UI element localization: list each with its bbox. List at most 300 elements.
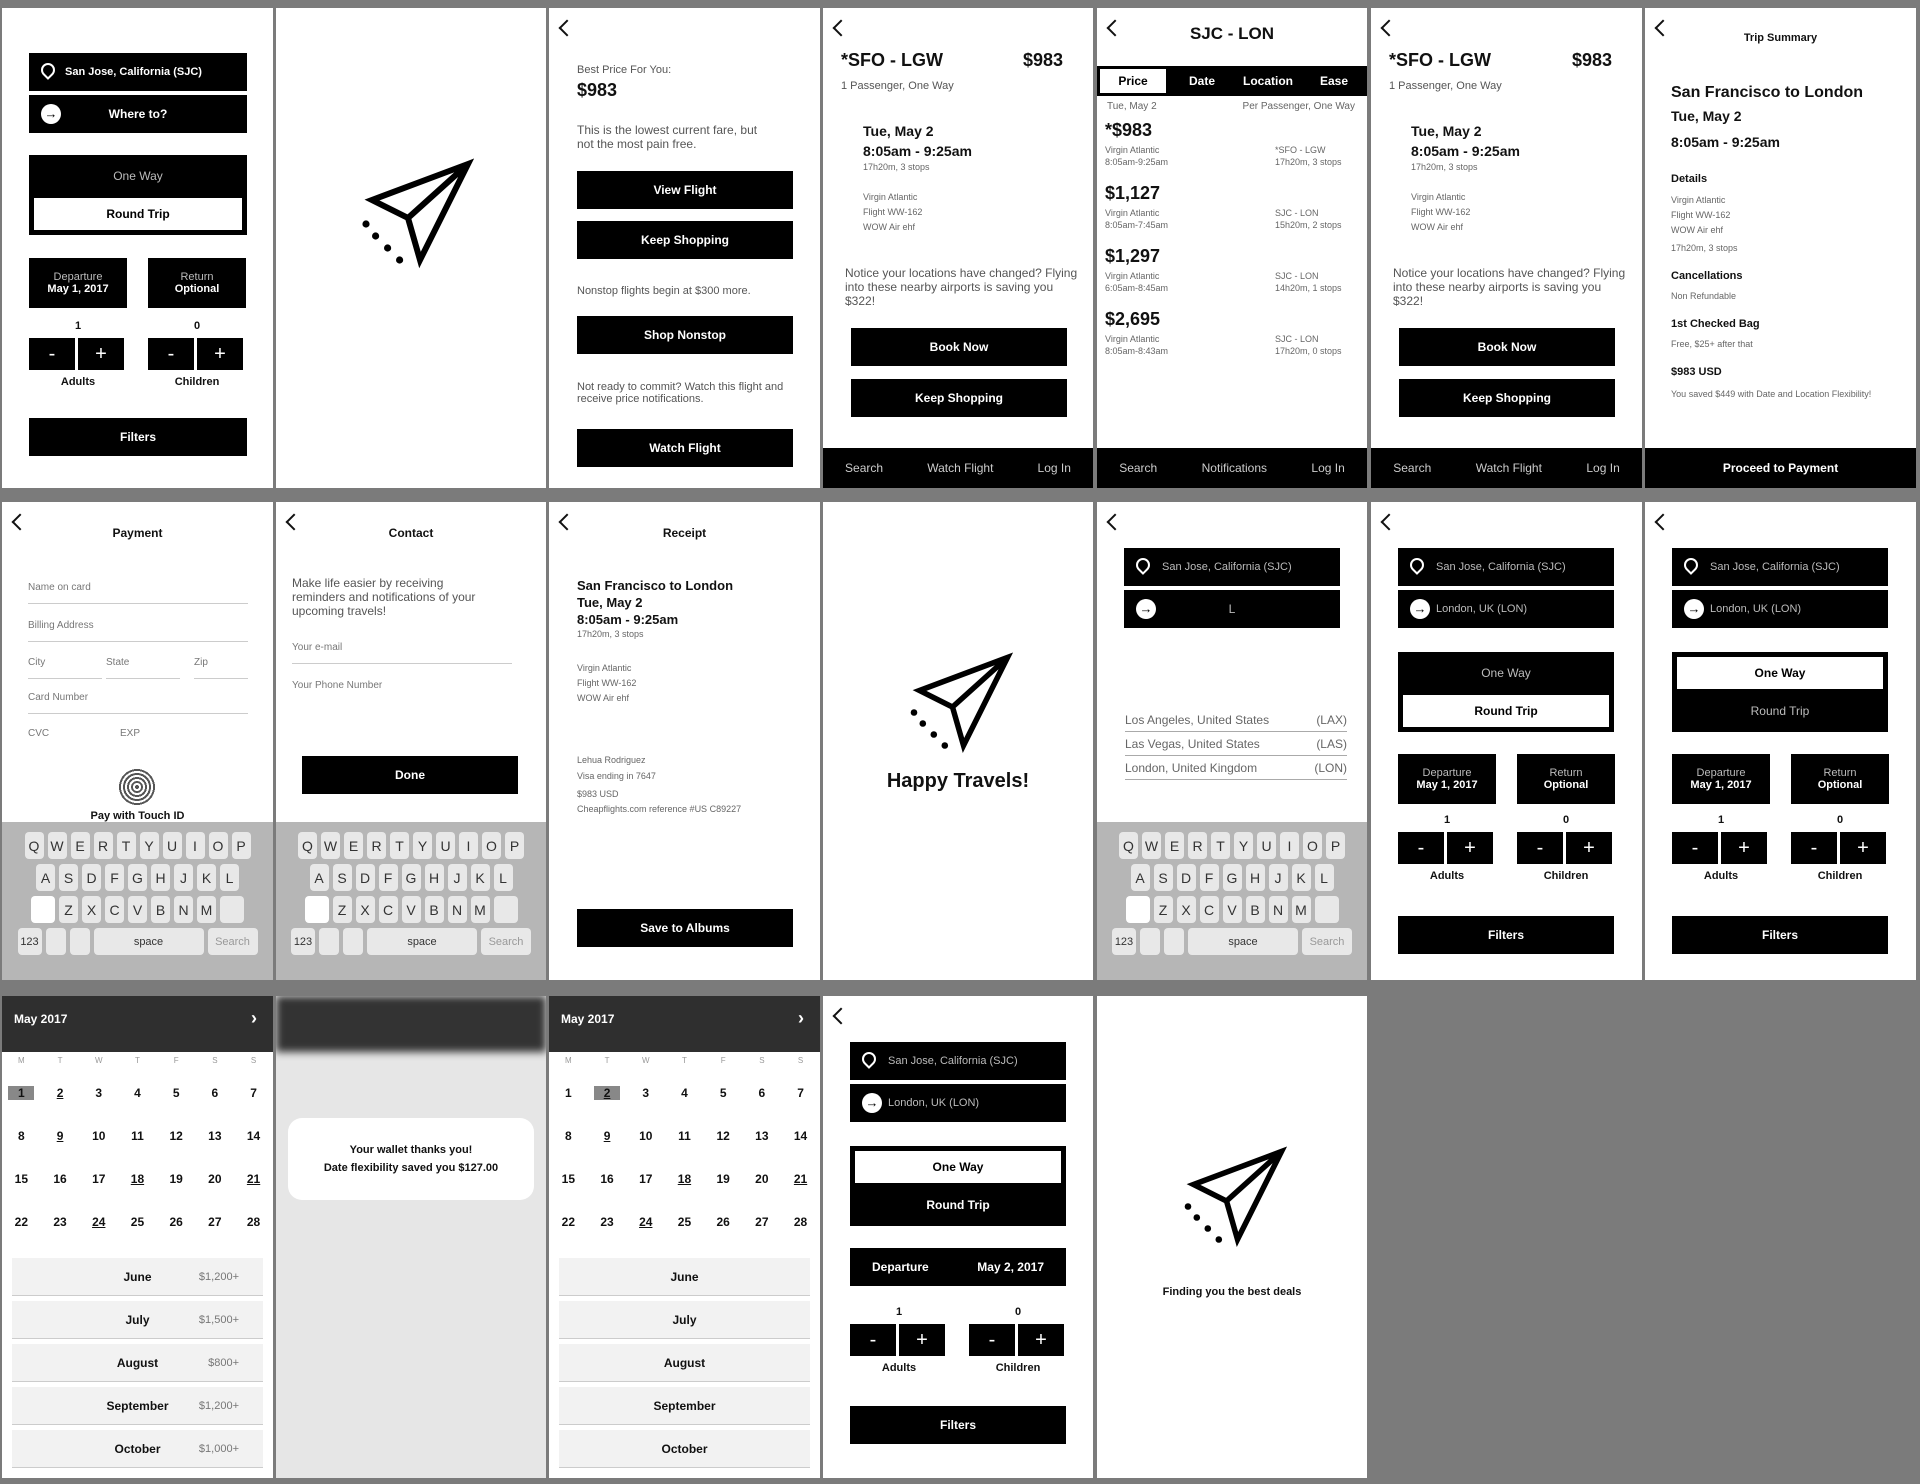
keep-shopping-button[interactable]: Keep Shopping (1399, 379, 1615, 417)
key-u[interactable]: U (163, 832, 182, 859)
day-cell[interactable]: 6 (758, 1086, 766, 1100)
card-number-field[interactable]: Card Number (28, 692, 248, 714)
result-price[interactable]: *$983 (1105, 120, 1153, 140)
key-o[interactable]: O (209, 832, 228, 859)
day-cell[interactable]: 16 (53, 1172, 67, 1186)
adults-minus[interactable]: - (1398, 832, 1444, 864)
day-cell[interactable]: 27 (755, 1215, 769, 1229)
flight-pax: 1 Passenger, One Way (1389, 80, 1502, 92)
day-cell[interactable]: 20 (755, 1172, 769, 1186)
billing-address-field[interactable]: Billing Address (28, 620, 248, 642)
space-key[interactable]: space (94, 928, 204, 955)
cvc-field[interactable]: CVC (28, 728, 50, 739)
one-way-option[interactable]: One Way (1677, 657, 1883, 689)
key-w[interactable]: W (48, 832, 67, 859)
nav-login[interactable]: Log In (1037, 461, 1071, 475)
nav-watch[interactable]: Watch Flight (1475, 461, 1542, 475)
save-albums-button[interactable]: Save to Albums (577, 909, 793, 947)
key-p[interactable]: P (1326, 832, 1345, 859)
trip-type (1398, 652, 1614, 732)
chevron-right-icon[interactable]: › (251, 1008, 257, 1028)
key-y[interactable]: Y (413, 832, 432, 859)
key-d[interactable]: D (82, 864, 101, 891)
mic-icon[interactable] (1164, 928, 1184, 955)
month-row[interactable] (559, 1430, 810, 1468)
departure-field[interactable] (850, 1248, 1066, 1286)
key-i[interactable]: I (186, 832, 205, 859)
from-field[interactable] (850, 1042, 1066, 1080)
bottom-nav (823, 448, 1093, 488)
key-q[interactable]: Q (25, 832, 44, 859)
key-q[interactable]: Q (1119, 832, 1138, 859)
numbers-key[interactable]: 123 (1112, 928, 1136, 955)
day-cell[interactable]: 18 (130, 1172, 145, 1186)
flight-price: $983 (1571, 50, 1612, 70)
key-y[interactable]: Y (1234, 832, 1253, 859)
key-c[interactable]: C (1200, 896, 1219, 923)
nav-search[interactable]: Search (845, 461, 884, 475)
book-now-button[interactable]: Book Now (1399, 328, 1615, 366)
key-s[interactable]: S (333, 864, 352, 891)
key-l[interactable]: L (1315, 864, 1334, 891)
departure-field[interactable] (1398, 754, 1496, 804)
one-way-option[interactable]: One Way (855, 1151, 1061, 1183)
chevron-right-icon[interactable]: › (798, 1008, 804, 1028)
adults-minus[interactable]: - (850, 1324, 896, 1356)
day-cell[interactable]: 10 (639, 1129, 653, 1143)
children-minus[interactable]: - (1791, 832, 1837, 864)
done-button[interactable]: Done (302, 756, 518, 794)
adults-plus[interactable]: + (899, 1324, 945, 1356)
return-field[interactable] (1517, 754, 1615, 804)
key-e[interactable]: E (1165, 832, 1184, 859)
proceed-payment-button[interactable]: Proceed to Payment (1645, 448, 1916, 488)
receipt-p2: Visa ending in 7647 (577, 771, 656, 781)
numbers-key[interactable]: 123 (291, 928, 315, 955)
numbers-key[interactable]: 123 (18, 928, 42, 955)
key-f[interactable]: F (1200, 864, 1219, 891)
day-cell[interactable]: 28 (793, 1215, 808, 1229)
key-n[interactable]: N (448, 896, 467, 923)
day-cell[interactable]: 9 (56, 1129, 64, 1143)
key-i[interactable]: I (459, 832, 478, 859)
keyboard (2, 822, 273, 980)
return-field[interactable] (1791, 754, 1889, 804)
mic-icon[interactable] (70, 928, 90, 955)
back-icon[interactable] (1381, 514, 1398, 531)
return-field[interactable] (148, 258, 246, 308)
day-cell[interactable]: 16 (600, 1172, 614, 1186)
emoji-icon[interactable] (319, 928, 339, 955)
key-s[interactable]: S (1154, 864, 1173, 891)
key-c[interactable]: C (105, 896, 124, 923)
departure-field[interactable] (29, 258, 127, 308)
adults-plus[interactable]: + (1721, 832, 1767, 864)
week-row (2, 1129, 273, 1143)
result-price[interactable]: $2,695 (1105, 309, 1161, 329)
from-label: San Jose, California (SJC) (1710, 561, 1840, 573)
adults-stepper (1672, 832, 1767, 864)
to-field[interactable] (29, 95, 247, 133)
to-field[interactable] (1672, 590, 1888, 628)
key-l[interactable]: L (220, 864, 239, 891)
screen-typing (1097, 502, 1367, 980)
day-cell[interactable]: 27 (208, 1215, 222, 1229)
day-cell[interactable]: 19 (169, 1172, 183, 1186)
key-i[interactable]: I (1280, 832, 1299, 859)
key-f[interactable]: F (379, 864, 398, 891)
return-label: Return (1823, 767, 1857, 779)
search-key[interactable]: Search (208, 928, 258, 955)
from-field[interactable] (1398, 548, 1614, 586)
day-cell[interactable]: 25 (130, 1215, 145, 1229)
key-x[interactable]: X (356, 896, 375, 923)
day-cell[interactable]: 13 (755, 1129, 769, 1143)
key-k[interactable]: K (197, 864, 216, 891)
day-cell[interactable]: 12 (716, 1129, 730, 1143)
day-cell[interactable]: 24 (92, 1215, 106, 1229)
nav-login[interactable]: Log In (1586, 461, 1620, 475)
key-h[interactable]: H (1246, 864, 1265, 891)
back-icon[interactable] (1381, 20, 1398, 37)
key-y[interactable]: Y (140, 832, 159, 859)
day-cell[interactable]: 10 (92, 1129, 106, 1143)
adults-label: Adults (1703, 870, 1739, 882)
round-trip-option[interactable]: Round Trip (1750, 704, 1810, 718)
day-cell[interactable]: 26 (716, 1215, 730, 1229)
city-field[interactable]: City (28, 657, 102, 679)
key-t[interactable]: T (390, 832, 409, 859)
keyboard-row (1097, 864, 1367, 891)
exp-field[interactable]: EXP (120, 728, 141, 739)
day-cell[interactable]: 28 (246, 1215, 261, 1229)
adults-plus[interactable]: + (1447, 832, 1493, 864)
key-z[interactable]: Z (1154, 896, 1173, 923)
to-field[interactable] (850, 1084, 1066, 1122)
key-u[interactable]: U (1257, 832, 1276, 859)
key-j[interactable]: J (1269, 864, 1288, 891)
day-cell[interactable]: 14 (793, 1129, 808, 1143)
key-u[interactable]: U (436, 832, 455, 859)
book-now-button[interactable]: Book Now (851, 328, 1067, 366)
key-g[interactable]: G (402, 864, 421, 891)
departure-field[interactable] (1672, 754, 1770, 804)
keyboard-row (2, 832, 273, 859)
key-t[interactable]: T (117, 832, 136, 859)
key-s[interactable]: S (59, 864, 78, 891)
key-b[interactable]: B (151, 896, 170, 923)
key-d[interactable]: D (356, 864, 375, 891)
day-cell[interactable]: 11 (131, 1129, 144, 1143)
day-cell[interactable]: 23 (600, 1215, 614, 1229)
emoji-icon[interactable] (46, 928, 66, 955)
month-row[interactable] (559, 1387, 810, 1425)
day-cell[interactable]: 12 (169, 1129, 183, 1143)
key-z[interactable]: Z (59, 896, 78, 923)
shift-key[interactable] (31, 896, 55, 923)
arrow-right-icon: → (41, 104, 61, 124)
children-plus[interactable]: + (1566, 832, 1612, 864)
keyboard-row (1097, 896, 1367, 923)
keep-shopping-button[interactable]: Keep Shopping (577, 221, 793, 259)
key-h[interactable]: H (425, 864, 444, 891)
children-plus[interactable]: + (1018, 1324, 1064, 1356)
filters-button[interactable]: Filters (850, 1406, 1066, 1444)
key-p[interactable]: P (505, 832, 524, 859)
day-cell[interactable]: 17 (639, 1172, 653, 1186)
result-price[interactable]: $1,297 (1105, 246, 1161, 266)
month-row[interactable] (12, 1258, 263, 1296)
back-icon[interactable] (1107, 514, 1124, 531)
day-cell[interactable]: 18 (677, 1172, 692, 1186)
state-field[interactable]: State (106, 657, 180, 679)
day-cell[interactable]: 8 (18, 1129, 25, 1143)
key-m[interactable]: M (197, 896, 216, 923)
month-row[interactable] (559, 1258, 810, 1296)
day-cell[interactable]: 22 (14, 1215, 29, 1229)
to-field[interactable] (1124, 590, 1340, 628)
key-n[interactable]: N (174, 896, 193, 923)
shift-key[interactable] (305, 896, 329, 923)
day-cell[interactable]: 7 (797, 1086, 804, 1100)
day-cell[interactable]: 15 (561, 1172, 576, 1186)
key-w[interactable]: W (1142, 832, 1161, 859)
nav-watch[interactable]: Watch Flight (927, 461, 994, 475)
result-airline: Virgin Atlantic (1105, 334, 1160, 344)
round-trip-option[interactable]: Round Trip (1403, 695, 1609, 727)
key-j[interactable]: J (174, 864, 193, 891)
week-row (549, 1086, 820, 1100)
key-t[interactable]: T (1211, 832, 1230, 859)
key-k[interactable]: K (1292, 864, 1311, 891)
delete-key[interactable] (494, 896, 518, 923)
result-price[interactable]: $1,127 (1105, 183, 1161, 203)
result-stops: 14h20m, 1 stops (1275, 283, 1342, 293)
adults-plus[interactable]: + (78, 338, 124, 370)
key-o[interactable]: O (1303, 832, 1322, 859)
suggestion-code: (LON) (1314, 760, 1347, 775)
day-cell[interactable]: 3 (642, 1086, 650, 1100)
mic-icon[interactable] (343, 928, 363, 955)
key-k[interactable]: K (471, 864, 490, 891)
key-x[interactable]: X (82, 896, 101, 923)
adults-minus[interactable]: - (1672, 832, 1718, 864)
touch-id-label[interactable]: Pay with Touch ID (90, 810, 185, 822)
key-e[interactable]: E (344, 832, 363, 859)
space-key[interactable]: space (367, 928, 477, 955)
filters-button[interactable]: Filters (29, 418, 247, 456)
key-g[interactable]: G (1223, 864, 1242, 891)
suggestion-lax[interactable] (1125, 708, 1347, 732)
key-l[interactable]: L (494, 864, 513, 891)
month-row[interactable] (559, 1301, 810, 1339)
day-cell[interactable]: 8 (565, 1129, 572, 1143)
tab-date[interactable]: Date (1188, 74, 1215, 88)
emoji-icon[interactable] (1140, 928, 1160, 955)
shift-key[interactable] (1126, 896, 1150, 923)
key-v[interactable]: V (1223, 896, 1242, 923)
day-cell[interactable]: 5 (719, 1086, 727, 1100)
summary-total: $983 USD (1671, 366, 1722, 378)
back-icon[interactable] (559, 20, 576, 37)
day-cell[interactable]: 15 (14, 1172, 29, 1186)
key-z[interactable]: Z (333, 896, 352, 923)
zip-field[interactable]: Zip (194, 657, 248, 679)
children-plus[interactable]: + (197, 338, 243, 370)
tab-location[interactable]: Location (1243, 74, 1293, 88)
day-cell[interactable]: 14 (246, 1129, 261, 1143)
month-row[interactable] (559, 1344, 810, 1382)
month-row[interactable] (12, 1344, 263, 1382)
key-v[interactable]: V (128, 896, 147, 923)
suggestion-lon[interactable] (1125, 756, 1347, 780)
key-g[interactable]: G (128, 864, 147, 891)
children-stepper (1791, 832, 1886, 864)
key-r[interactable]: R (367, 832, 386, 859)
key-a[interactable]: A (1131, 864, 1150, 891)
day-cell[interactable]: 26 (169, 1215, 183, 1229)
round-trip-option[interactable]: Round Trip (926, 1198, 990, 1212)
key-h[interactable]: H (151, 864, 170, 891)
from-field[interactable] (1672, 548, 1888, 586)
delete-key[interactable] (1315, 896, 1339, 923)
day-cell[interactable]: 4 (134, 1086, 141, 1100)
key-a[interactable]: A (36, 864, 55, 891)
day-cell[interactable]: 20 (208, 1172, 222, 1186)
day-cell[interactable]: 11 (678, 1129, 691, 1143)
day-cell[interactable]: 6 (211, 1086, 219, 1100)
key-m[interactable]: M (1292, 896, 1311, 923)
search-key[interactable]: Search (481, 928, 531, 955)
key-f[interactable]: F (105, 864, 124, 891)
month-row[interactable] (12, 1387, 263, 1425)
view-flight-button[interactable]: View Flight (577, 171, 793, 209)
nav-notifications[interactable]: Notifications (1201, 461, 1268, 475)
day-cell[interactable]: 5 (172, 1086, 180, 1100)
adults-minus[interactable]: - (29, 338, 75, 370)
key-q[interactable]: Q (298, 832, 317, 859)
back-icon[interactable] (1655, 514, 1672, 531)
watch-flight-button[interactable]: Watch Flight (577, 429, 793, 467)
children-minus[interactable]: - (1517, 832, 1563, 864)
children-stepper (148, 338, 243, 370)
day-cell[interactable]: 9 (603, 1129, 611, 1143)
tab-price[interactable]: Price (1100, 69, 1166, 93)
keyboard (276, 822, 546, 980)
key-p[interactable]: P (232, 832, 251, 859)
shop-nonstop-button[interactable]: Shop Nonstop (577, 316, 793, 354)
month-row[interactable] (12, 1430, 263, 1468)
back-icon[interactable] (833, 20, 850, 37)
key-o[interactable]: O (482, 832, 501, 859)
round-trip-option[interactable]: Round Trip (34, 198, 242, 230)
wallet-card (288, 1118, 534, 1200)
day-cell[interactable]: 13 (208, 1129, 222, 1143)
nav-search[interactable]: Search (1393, 461, 1432, 475)
key-j[interactable]: J (448, 864, 467, 891)
one-way-option[interactable]: One Way (1481, 666, 1531, 680)
key-b[interactable]: B (1246, 896, 1265, 923)
fingerprint-icon[interactable] (118, 768, 156, 806)
screen-payment (2, 502, 273, 980)
day-cell[interactable]: 17 (92, 1172, 106, 1186)
day-cell[interactable]: 2 (594, 1086, 620, 1100)
key-x[interactable]: X (1177, 896, 1196, 923)
tab-ease[interactable]: Ease (1319, 74, 1349, 88)
phone-field[interactable]: Your Phone Number (292, 680, 383, 691)
key-m[interactable]: M (471, 896, 490, 923)
name-on-card-field[interactable]: Name on card (28, 582, 248, 604)
back-icon[interactable] (833, 1008, 850, 1025)
key-a[interactable]: A (310, 864, 329, 891)
key-w[interactable]: W (321, 832, 340, 859)
month-row[interactable] (12, 1301, 263, 1339)
day-cell[interactable]: 21 (793, 1172, 808, 1186)
day-cell[interactable]: 2 (56, 1086, 64, 1100)
day-cell[interactable]: 21 (246, 1172, 261, 1186)
wallet-line1: Your wallet thanks you! (349, 1144, 473, 1156)
to-field[interactable] (1398, 590, 1614, 628)
day-cell[interactable]: 23 (53, 1215, 67, 1229)
key-c[interactable]: C (379, 896, 398, 923)
day-cell[interactable]: 19 (716, 1172, 730, 1186)
key-d[interactable]: D (1177, 864, 1196, 891)
screen-receipt (549, 502, 820, 980)
one-way-option[interactable]: One Way (113, 169, 163, 183)
week-row (2, 1086, 273, 1100)
wallet-line2: Date flexibility saved you $127.00 (323, 1162, 499, 1174)
children-minus[interactable]: - (148, 338, 194, 370)
filters-button[interactable]: Filters (1672, 916, 1888, 954)
delete-key[interactable] (220, 896, 244, 923)
return-value: Optional (1543, 779, 1589, 791)
children-plus[interactable]: + (1840, 832, 1886, 864)
key-b[interactable]: B (425, 896, 444, 923)
key-v[interactable]: V (402, 896, 421, 923)
departure-label: Departure (53, 271, 103, 283)
keyboard-row (276, 832, 546, 859)
children-minus[interactable]: - (969, 1324, 1015, 1356)
result-route: *SFO - LGW (1275, 145, 1326, 155)
from-field[interactable] (29, 53, 247, 91)
filters-button[interactable]: Filters (1398, 916, 1614, 954)
search-key[interactable]: Search (1302, 928, 1352, 955)
keep-shopping-button[interactable]: Keep Shopping (851, 379, 1067, 417)
email-field[interactable]: Your e-mail (292, 642, 512, 664)
result-time: 6:05am-8:45am (1105, 283, 1169, 293)
day-cell[interactable]: 22 (561, 1215, 576, 1229)
best-price: $983 (577, 80, 618, 100)
screen-one-way-departure (823, 996, 1093, 1478)
key-e[interactable]: E (71, 832, 90, 859)
suggestion-las[interactable] (1125, 732, 1347, 756)
to-typed: L (1228, 602, 1236, 616)
key-r[interactable]: R (1188, 832, 1207, 859)
day-cell[interactable]: 7 (250, 1086, 257, 1100)
from-field[interactable] (1124, 548, 1340, 586)
day-cell[interactable]: 3 (95, 1086, 103, 1100)
day-cell[interactable]: 24 (639, 1215, 653, 1229)
nav-login[interactable]: Log In (1311, 461, 1345, 475)
day-cell[interactable]: 1 (565, 1086, 572, 1100)
nav-search[interactable]: Search (1119, 461, 1158, 475)
day-cell[interactable]: 4 (681, 1086, 688, 1100)
space-key[interactable]: space (1188, 928, 1298, 955)
day-cell[interactable]: 25 (677, 1215, 692, 1229)
day-cell[interactable]: 1 (8, 1086, 34, 1100)
key-n[interactable]: N (1269, 896, 1288, 923)
key-r[interactable]: R (94, 832, 113, 859)
